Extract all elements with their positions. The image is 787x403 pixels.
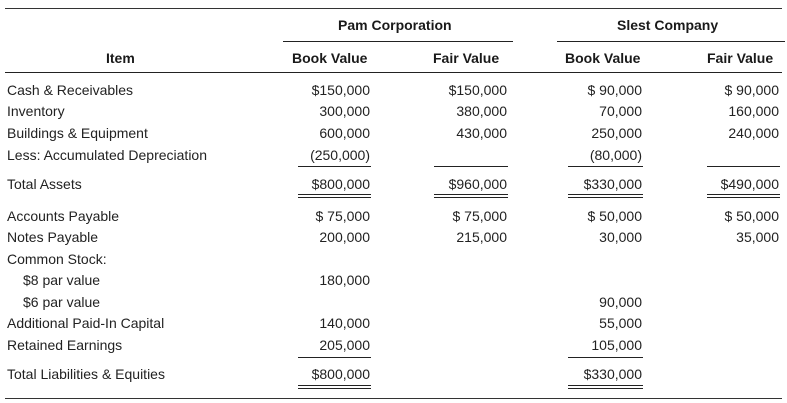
total-double-rule [434, 197, 508, 198]
subtotal-rule [434, 166, 508, 167]
pam-header-rule [283, 41, 513, 42]
subtotal-rule [707, 166, 780, 167]
cell: $800,000 [311, 366, 370, 382]
pam-book-value-header: Book Value [292, 50, 368, 66]
slest-company-header: Slest Company [617, 17, 719, 33]
total-double-rule [568, 197, 643, 198]
cell: 205,000 [319, 337, 370, 353]
cell: $ 90,000 [724, 82, 779, 98]
row-label-cash-receivables: Cash & Receivables [7, 82, 134, 98]
row-label-notes-payable: Notes Payable [7, 229, 99, 245]
cell: $330,000 [583, 176, 642, 192]
subtotal-rule [298, 357, 371, 358]
total-double-rule [707, 197, 780, 198]
cell: $490,000 [720, 176, 779, 192]
cell: $330,000 [583, 366, 642, 382]
cell: $960,000 [448, 176, 507, 192]
total-double-rule [568, 385, 643, 386]
cell: 240,000 [728, 125, 779, 141]
total-double-rule [434, 194, 508, 195]
total-double-rule [707, 194, 780, 195]
cell: 105,000 [591, 337, 642, 353]
item-column-header: Item [106, 50, 135, 66]
row-label-total-assets: Total Assets [7, 176, 82, 192]
row-label-total-liabilities-equities: Total Liabilities & Equities [7, 366, 165, 382]
subtotal-rule [568, 166, 643, 167]
row-label-accumulated-depreciation: Less: Accumulated Depreciation [7, 147, 207, 163]
total-double-rule [568, 388, 643, 389]
cell: $150,000 [448, 82, 507, 98]
cell: (250,000) [310, 147, 370, 163]
total-double-rule [298, 388, 371, 389]
column-header-rule [5, 72, 782, 73]
cell: 600,000 [319, 125, 370, 141]
row-label-6-par-value: $6 par value [23, 294, 101, 310]
cell: 160,000 [728, 103, 779, 119]
total-double-rule [298, 197, 371, 198]
total-double-rule [298, 194, 371, 195]
row-label-8-par-value: $8 par value [23, 272, 101, 288]
cell: 215,000 [456, 229, 507, 245]
cell: 30,000 [599, 229, 642, 245]
cell: 55,000 [599, 315, 642, 331]
total-double-rule [568, 194, 643, 195]
cell: 70,000 [599, 103, 642, 119]
row-label-retained-earnings: Retained Earnings [7, 337, 123, 353]
cell: $ 50,000 [587, 208, 642, 224]
row-label-buildings-equipment: Buildings & Equipment [7, 125, 148, 141]
subtotal-rule [298, 166, 371, 167]
slest-header-rule [557, 41, 785, 42]
pam-fair-value-header: Fair Value [433, 50, 500, 66]
cell: 140,000 [319, 315, 370, 331]
cell: 250,000 [591, 125, 642, 141]
cell: 380,000 [456, 103, 507, 119]
pam-corporation-header: Pam Corporation [338, 17, 452, 33]
cell: 200,000 [319, 229, 370, 245]
cell: $150,000 [311, 82, 370, 98]
cell: $ 75,000 [452, 208, 507, 224]
cell: 300,000 [319, 103, 370, 119]
cell: $ 50,000 [724, 208, 779, 224]
cell: (80,000) [589, 147, 642, 163]
cell: $800,000 [311, 176, 370, 192]
cell: 430,000 [456, 125, 507, 141]
cell: 90,000 [599, 294, 642, 310]
cell: $ 90,000 [587, 82, 642, 98]
table-bottom-rule [5, 398, 782, 399]
cell: 35,000 [736, 229, 779, 245]
cell: 180,000 [319, 272, 370, 288]
slest-book-value-header: Book Value [565, 50, 641, 66]
row-label-accounts-payable: Accounts Payable [7, 208, 120, 224]
row-label-additional-paid-in-capital: Additional Paid-In Capital [7, 315, 165, 331]
table-top-rule [5, 8, 782, 9]
row-label-inventory: Inventory [7, 103, 65, 119]
cell: $ 75,000 [315, 208, 370, 224]
total-double-rule [298, 385, 371, 386]
row-label-common-stock: Common Stock: [7, 251, 107, 267]
subtotal-rule [568, 357, 643, 358]
slest-fair-value-header: Fair Value [707, 50, 774, 66]
